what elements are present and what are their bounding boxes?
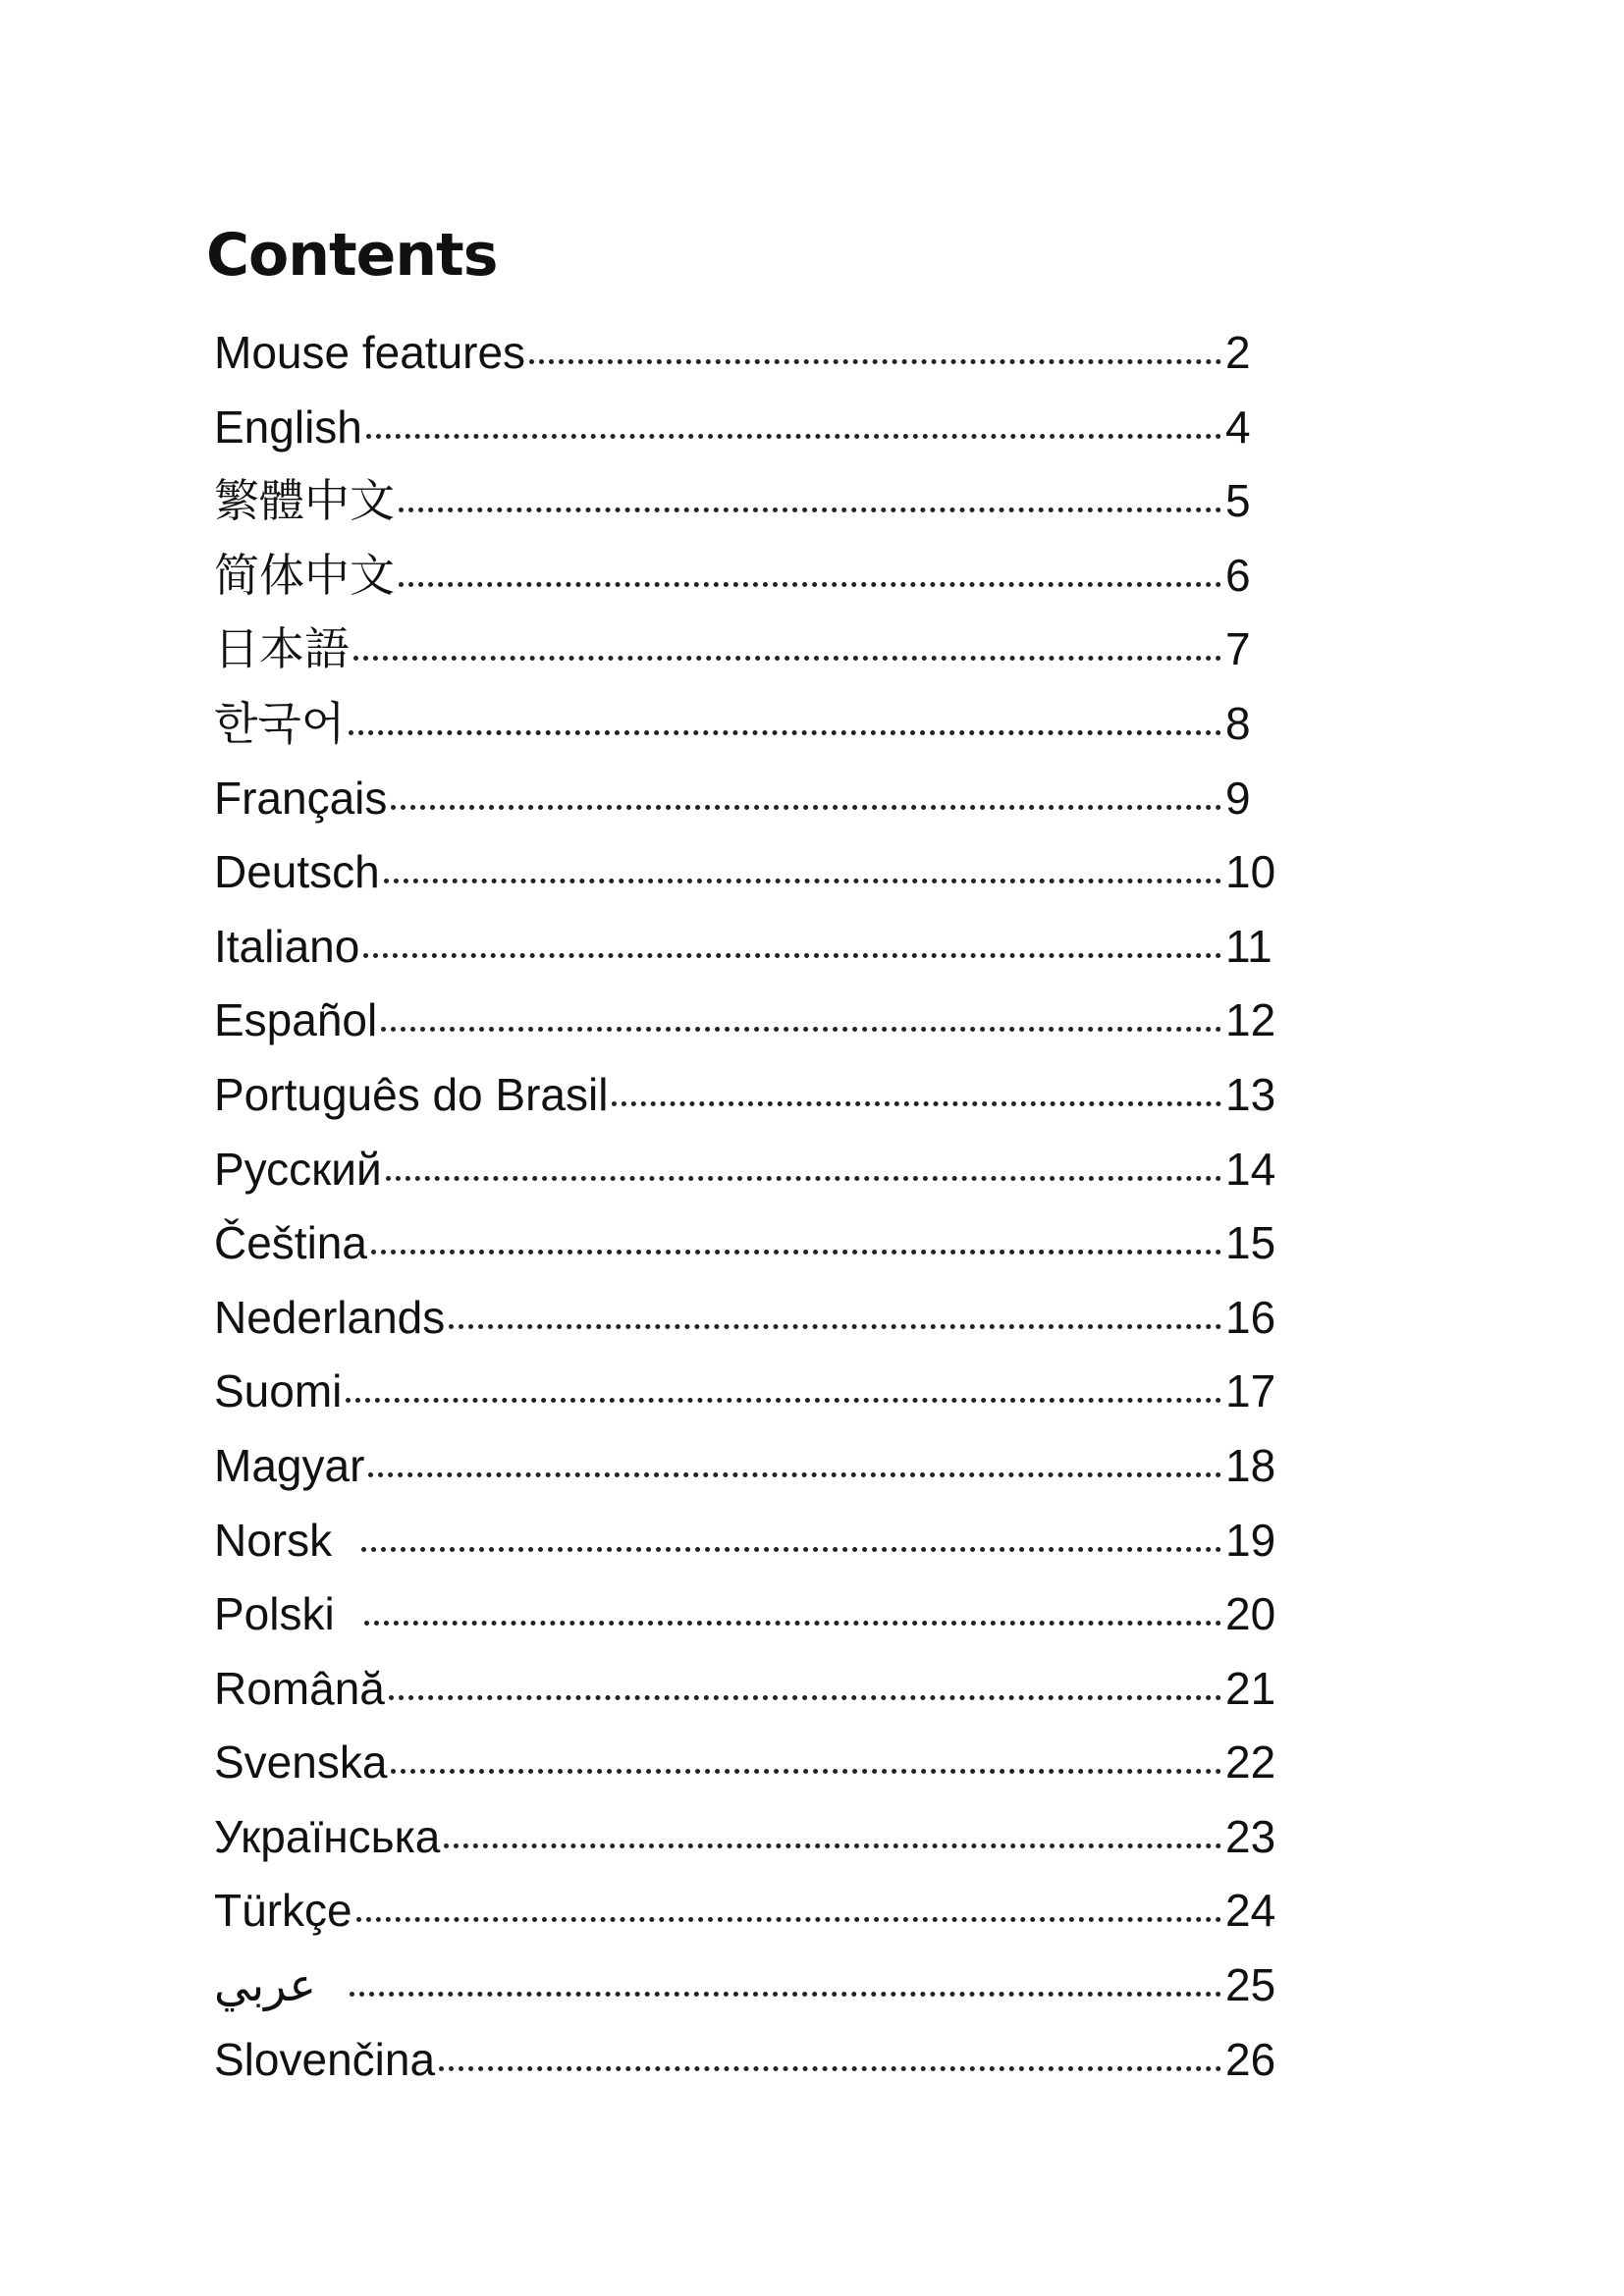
toc-entry-page-number: 19 (1225, 1514, 1276, 1566)
dot-leader (612, 1101, 1221, 1106)
toc-entry-english[interactable] (214, 391, 1276, 465)
toc-entry-portuguese-brazil[interactable] (214, 1058, 1276, 1133)
toc-entry-page-number: 2 (1225, 327, 1251, 378)
toc-entry-label: Čeština (214, 1217, 367, 1269)
toc-entry-page-number: 25 (1225, 1959, 1276, 2011)
toc-entry-page-number: 14 (1225, 1143, 1276, 1195)
dot-leader (368, 1472, 1221, 1477)
dot-leader (353, 656, 1221, 661)
dot-leader (391, 1769, 1221, 1774)
toc-entry-italian[interactable] (214, 910, 1276, 985)
toc-entry-page-number: 17 (1225, 1365, 1276, 1417)
dot-leader (384, 879, 1221, 883)
dot-leader (371, 1250, 1221, 1255)
toc-entry-mouse-features[interactable] (214, 316, 1276, 391)
toc-entry-russian[interactable] (214, 1133, 1276, 1207)
dot-leader (444, 1843, 1221, 1848)
toc-entry-page-number: 5 (1225, 475, 1251, 527)
toc-entry-label: 繁體中文 (214, 475, 395, 527)
toc-entry-page-number: 15 (1225, 1217, 1276, 1269)
toc-entry-page-number: 7 (1225, 623, 1251, 675)
toc-entry-label: Français (214, 772, 388, 824)
toc-entry-label: 한국어 (214, 697, 346, 749)
toc-entry-label: Português do Brasil (214, 1068, 609, 1120)
toc-entry-arabic[interactable] (214, 1949, 1276, 2023)
toc-entry-page-number: 11 (1225, 920, 1272, 972)
toc-entry-page-number: 23 (1225, 1810, 1276, 1862)
toc-entry-simplified-chinese[interactable] (214, 539, 1276, 614)
toc-entry-label: Română (214, 1662, 385, 1714)
toc-entry-spanish[interactable] (214, 984, 1276, 1058)
toc-entry-label: Magyar (214, 1439, 365, 1491)
toc-entry-page-number: 24 (1225, 1885, 1276, 1937)
toc-entry-polish[interactable] (214, 1577, 1276, 1652)
toc-entry-page-number: 4 (1225, 400, 1251, 453)
toc-entry-page-number: 22 (1225, 1736, 1276, 1789)
table-of-contents (214, 316, 1276, 2097)
toc-entry-label: Polski (214, 1588, 335, 1640)
toc-entry-label: 简体中文 (214, 549, 395, 601)
dot-leader (350, 1992, 1221, 1997)
dot-leader (399, 582, 1221, 587)
toc-entry-page-number: 8 (1225, 697, 1251, 749)
toc-entry-label: Norsk (214, 1514, 333, 1566)
toc-entry-slovak[interactable] (214, 2023, 1276, 2098)
toc-entry-label: Türkçe (214, 1885, 352, 1937)
toc-entry-label: English (214, 400, 362, 453)
dot-leader (346, 1398, 1221, 1403)
toc-entry-label: Deutsch (214, 846, 380, 898)
dot-leader (364, 1621, 1221, 1626)
toc-entry-page-number: 21 (1225, 1662, 1276, 1714)
dot-leader (399, 507, 1221, 512)
dot-leader (356, 1917, 1221, 1922)
toc-entry-label: عربي (214, 1959, 316, 2011)
dot-leader (529, 359, 1221, 364)
toc-entry-page-number: 10 (1225, 846, 1276, 898)
toc-entry-german[interactable] (214, 835, 1276, 910)
toc-entry-page-number: 26 (1225, 2033, 1276, 2085)
dot-leader (366, 434, 1221, 439)
dot-leader (449, 1324, 1221, 1329)
toc-entry-label: Español (214, 994, 378, 1046)
toc-entry-japanese[interactable] (214, 613, 1276, 687)
toc-entry-page-number: 6 (1225, 549, 1251, 601)
toc-entry-swedish[interactable] (214, 1726, 1276, 1800)
toc-entry-label: Suomi (214, 1365, 343, 1417)
toc-entry-label: Mouse features (214, 327, 526, 378)
dot-leader (381, 1027, 1221, 1032)
toc-entry-label: Svenska (214, 1736, 388, 1789)
toc-entry-label: Українська (214, 1810, 441, 1862)
toc-entry-label: Italiano (214, 920, 360, 972)
toc-entry-label: Nederlands (214, 1291, 446, 1343)
toc-entry-czech[interactable] (214, 1206, 1276, 1281)
dot-leader (439, 2066, 1221, 2071)
toc-entry-page-number: 9 (1225, 772, 1251, 824)
toc-entry-dutch[interactable] (214, 1281, 1276, 1356)
dot-leader (349, 730, 1221, 735)
toc-entry-turkish[interactable] (214, 1874, 1276, 1949)
dot-leader (391, 805, 1221, 810)
toc-entry-page-number: 20 (1225, 1588, 1276, 1640)
toc-entry-page-number: 13 (1225, 1068, 1276, 1120)
toc-entry-page-number: 12 (1225, 994, 1276, 1046)
dot-leader (386, 1176, 1221, 1181)
toc-entry-traditional-chinese[interactable] (214, 464, 1276, 539)
toc-entry-french[interactable] (214, 762, 1276, 836)
toc-entry-norwegian[interactable] (214, 1504, 1276, 1578)
toc-entry-page-number: 16 (1225, 1291, 1276, 1343)
toc-entry-label: 日本語 (214, 623, 350, 675)
dot-leader (363, 953, 1221, 958)
toc-entry-korean[interactable] (214, 687, 1276, 762)
page-title: Contents (206, 221, 498, 290)
toc-entry-romanian[interactable] (214, 1652, 1276, 1727)
toc-entry-label: Русский (214, 1143, 382, 1195)
toc-entry-label: Slovenčina (214, 2033, 436, 2085)
dot-leader (361, 1547, 1221, 1552)
toc-entry-hungarian[interactable] (214, 1429, 1276, 1504)
toc-entry-finnish[interactable] (214, 1355, 1276, 1429)
toc-entry-page-number: 18 (1225, 1439, 1276, 1491)
toc-entry-ukrainian[interactable] (214, 1800, 1276, 1875)
dot-leader (389, 1695, 1221, 1700)
